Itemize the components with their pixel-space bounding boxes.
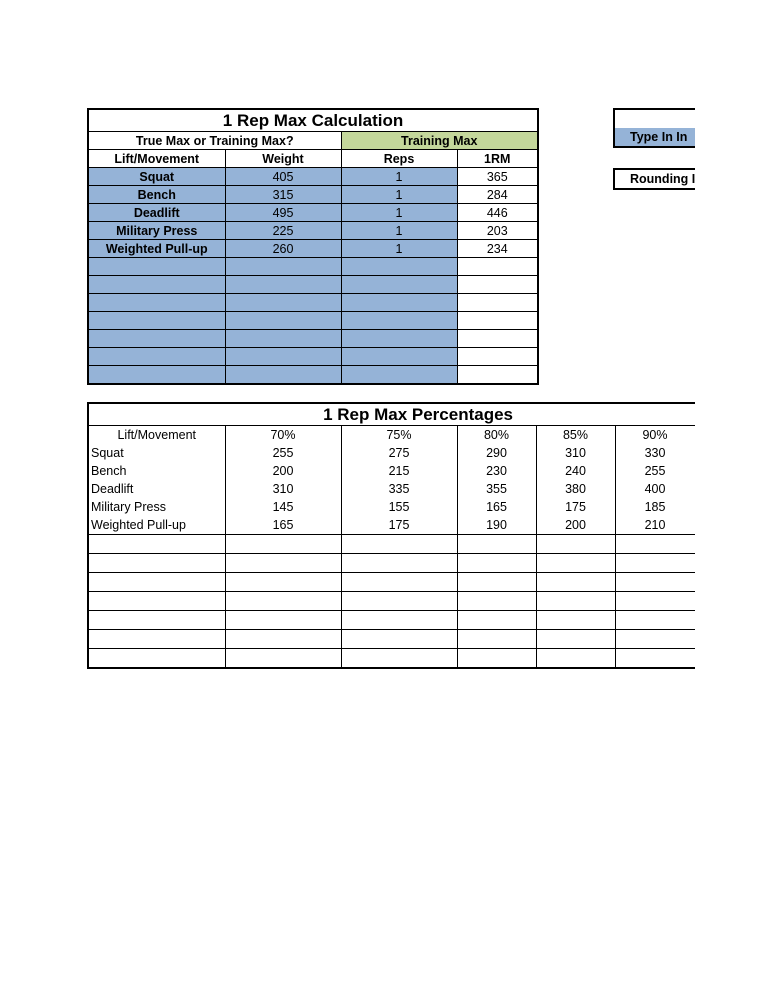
weight-input[interactable] (225, 276, 341, 294)
percent-cell (341, 592, 457, 611)
percent-cell (341, 554, 457, 573)
percent-cell: 190 (457, 516, 536, 535)
one-rm-cell (457, 276, 538, 294)
pct-row (88, 535, 695, 554)
calc-row (88, 348, 538, 366)
percent-cell: 230 (457, 462, 536, 480)
reps-input[interactable]: 1 (341, 204, 457, 222)
lift-cell[interactable]: Squat (88, 168, 225, 186)
weight-input[interactable]: 260 (225, 240, 341, 258)
lift-cell: Squat (88, 444, 225, 462)
lift-cell[interactable] (88, 312, 225, 330)
rounding-box (613, 168, 695, 190)
lift-cell (88, 535, 225, 554)
lift-cell (88, 592, 225, 611)
reps-input[interactable] (341, 276, 457, 294)
percent-cell: 310 (225, 480, 341, 498)
percent-cell: 155 (341, 498, 457, 516)
weight-input[interactable]: 225 (225, 222, 341, 240)
max-type-select[interactable]: Training Max (341, 132, 538, 150)
reps-input[interactable]: 1 (341, 168, 457, 186)
calc-row (88, 168, 538, 186)
percent-cell (341, 611, 457, 630)
weight-input[interactable] (225, 330, 341, 348)
percent-cell (536, 611, 615, 630)
one-rm-cell: 446 (457, 204, 538, 222)
percent-cell: 275 (341, 444, 457, 462)
lift-cell[interactable] (88, 348, 225, 366)
header-reps: Reps (341, 150, 457, 168)
weight-input[interactable] (225, 312, 341, 330)
weight-input[interactable]: 405 (225, 168, 341, 186)
calc-row (88, 258, 538, 276)
one-rm-cell (457, 294, 538, 312)
lift-cell (88, 630, 225, 649)
lift-cell[interactable]: Weighted Pull-up (88, 240, 225, 258)
calc-row (88, 204, 538, 222)
pct-row (88, 480, 695, 498)
lift-cell: Deadlift (88, 480, 225, 498)
percent-cell (225, 630, 341, 649)
percent-cell: 255 (225, 444, 341, 462)
pct-row (88, 554, 695, 573)
percent-cell (225, 554, 341, 573)
pct-row (88, 611, 695, 630)
percent-cell (536, 573, 615, 592)
pct-row (88, 444, 695, 462)
percent-cell (457, 554, 536, 573)
percent-cell (457, 611, 536, 630)
lift-cell (88, 611, 225, 630)
calc-row (88, 222, 538, 240)
one-rm-cell (457, 366, 538, 385)
percent-cell (341, 573, 457, 592)
pct-row (88, 498, 695, 516)
pct-row (88, 630, 695, 649)
weight-input[interactable] (225, 258, 341, 276)
percent-cell (536, 554, 615, 573)
one-rm-cell: 365 (457, 168, 538, 186)
percent-cell (536, 630, 615, 649)
lift-cell[interactable] (88, 330, 225, 348)
lift-cell: Lift/Movement (88, 426, 225, 445)
percent-cell (536, 535, 615, 554)
percent-cell: 200 (225, 462, 341, 480)
percent-cell (615, 611, 695, 630)
lift-cell[interactable]: Deadlift (88, 204, 225, 222)
percent-cell (615, 535, 695, 554)
reps-input[interactable]: 1 (341, 186, 457, 204)
percent-cell (225, 592, 341, 611)
percent-cell (536, 592, 615, 611)
weight-input[interactable]: 495 (225, 204, 341, 222)
reps-input[interactable] (341, 366, 457, 385)
one-rm-cell: 234 (457, 240, 538, 258)
percent-cell: 330 (615, 444, 695, 462)
calc-row (88, 312, 538, 330)
percent-cell: 185 (615, 498, 695, 516)
percent-cell (615, 554, 695, 573)
calc-row (88, 330, 538, 348)
percent-cell: 165 (225, 516, 341, 535)
lift-cell[interactable]: Bench (88, 186, 225, 204)
percent-cell: 290 (457, 444, 536, 462)
lift-cell (88, 554, 225, 573)
weight-input[interactable]: 315 (225, 186, 341, 204)
weight-input[interactable] (225, 366, 341, 385)
pct-row (88, 573, 695, 592)
type-in-label: Type In In (615, 128, 695, 146)
one-rep-max-calculation-table (87, 108, 539, 385)
percent-cell (225, 649, 341, 669)
reps-input[interactable]: 1 (341, 240, 457, 258)
percent-cell: 175 (341, 516, 457, 535)
pct-title: 1 Rep Max Percentages (88, 403, 695, 426)
calc-row (88, 276, 538, 294)
pct-row (88, 462, 695, 480)
pct-row (88, 516, 695, 535)
percent-cell: 75% (341, 426, 457, 445)
percent-cell (225, 573, 341, 592)
percent-cell (341, 649, 457, 669)
one-rep-max-percentages-table (87, 402, 695, 669)
weight-input[interactable] (225, 348, 341, 366)
percent-cell: 70% (225, 426, 341, 445)
reps-input[interactable] (341, 294, 457, 312)
percent-cell: 145 (225, 498, 341, 516)
header-weight: Weight (225, 150, 341, 168)
one-rm-cell (457, 330, 538, 348)
reps-input[interactable] (341, 312, 457, 330)
percent-cell: 215 (341, 462, 457, 480)
percent-cell (457, 573, 536, 592)
percent-cell: 175 (536, 498, 615, 516)
percent-cell: 400 (615, 480, 695, 498)
percent-cell (341, 535, 457, 554)
percent-cell (457, 649, 536, 669)
reps-input[interactable] (341, 258, 457, 276)
calc-row (88, 366, 538, 385)
percent-cell: 90% (615, 426, 695, 445)
lift-cell[interactable] (88, 294, 225, 312)
percent-cell (341, 630, 457, 649)
percent-cell (615, 649, 695, 669)
percent-cell: 355 (457, 480, 536, 498)
percent-cell (615, 592, 695, 611)
header-1rm: 1RM (457, 150, 538, 168)
lift-cell[interactable] (88, 366, 225, 385)
percent-cell (457, 592, 536, 611)
one-rm-cell (457, 258, 538, 276)
lift-cell: Bench (88, 462, 225, 480)
lift-cell[interactable]: Military Press (88, 222, 225, 240)
percent-cell (457, 535, 536, 554)
percent-cell: 310 (536, 444, 615, 462)
header-lift: Lift/Movement (88, 150, 225, 168)
percent-cell (536, 649, 615, 669)
one-rm-cell (457, 348, 538, 366)
percent-cell: 210 (615, 516, 695, 535)
calc-row (88, 186, 538, 204)
reps-input[interactable] (341, 330, 457, 348)
percent-cell: 255 (615, 462, 695, 480)
percent-cell: 240 (536, 462, 615, 480)
one-rm-cell: 203 (457, 222, 538, 240)
reps-input[interactable]: 1 (341, 222, 457, 240)
lift-cell[interactable] (88, 258, 225, 276)
percent-cell (615, 630, 695, 649)
calc-row (88, 294, 538, 312)
percent-cell: 335 (341, 480, 457, 498)
pct-header-row (88, 426, 695, 445)
weight-input[interactable] (225, 294, 341, 312)
pct-row (88, 592, 695, 611)
lift-cell[interactable] (88, 276, 225, 294)
max-type-question: True Max or Training Max? (88, 132, 341, 150)
percent-cell (225, 535, 341, 554)
lift-cell: Military Press (88, 498, 225, 516)
percent-cell: 85% (536, 426, 615, 445)
lift-cell (88, 649, 225, 669)
percent-cell: 200 (536, 516, 615, 535)
reps-input[interactable] (341, 348, 457, 366)
calc-title: 1 Rep Max Calculation (88, 109, 538, 132)
percent-cell (225, 611, 341, 630)
lift-cell (88, 573, 225, 592)
pct-row (88, 649, 695, 669)
percent-cell (615, 573, 695, 592)
one-rm-cell (457, 312, 538, 330)
percent-cell: 80% (457, 426, 536, 445)
type-in-box (613, 108, 695, 148)
calc-row (88, 240, 538, 258)
one-rm-cell: 284 (457, 186, 538, 204)
rounding-label: Rounding I (630, 172, 695, 186)
lift-cell: Weighted Pull-up (88, 516, 225, 535)
percent-cell (457, 630, 536, 649)
percent-cell: 165 (457, 498, 536, 516)
percent-cell: 380 (536, 480, 615, 498)
